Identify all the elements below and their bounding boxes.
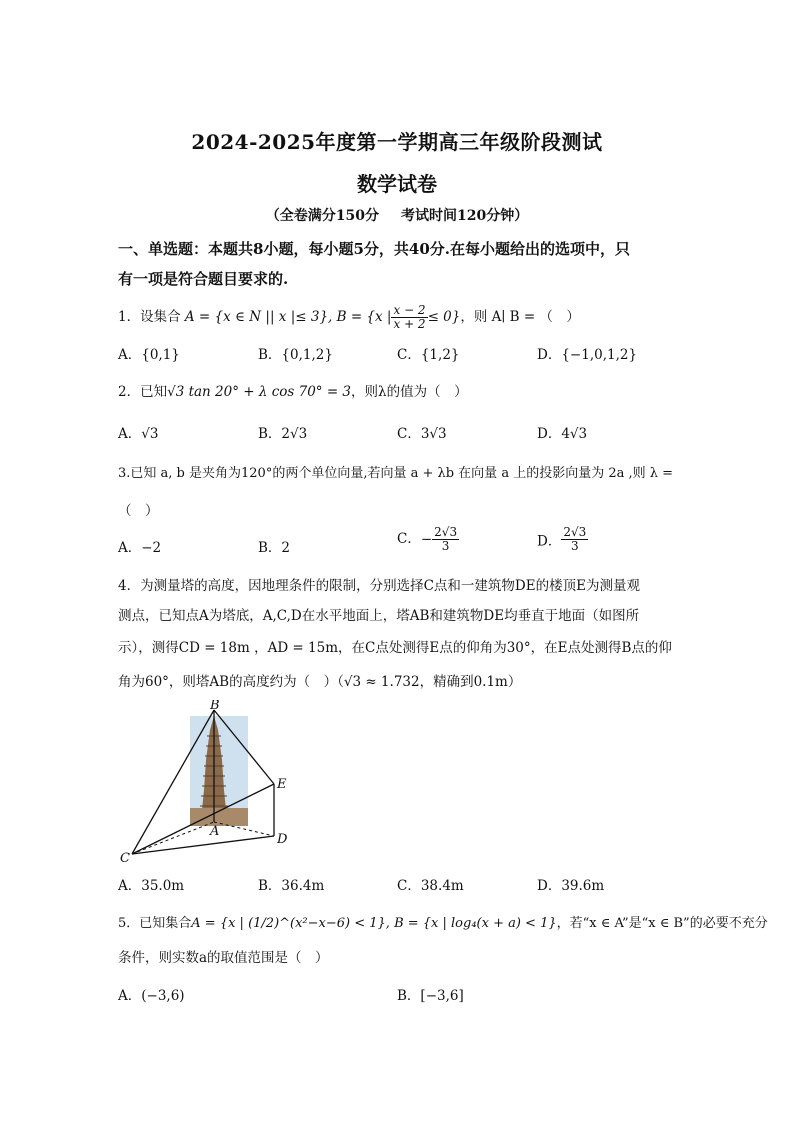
q3-option-a[interactable]: A．−2 bbox=[118, 540, 162, 556]
exam-note bbox=[0, 205, 794, 225]
q5-option-a[interactable]: A．(−3,6) bbox=[118, 988, 185, 1004]
q1-fraction: $\frac{x - 2}{x + 2}$ bbox=[393, 303, 426, 331]
question-4-line3: 示），测得CD = 18m ，AD = 15m，在C点处测得E点的仰角为30°，在E点处测得B点的仰 bbox=[118, 640, 672, 656]
section-heading-line2: 有一项是符合题目要求的. bbox=[118, 270, 289, 288]
question-1 bbox=[118, 304, 580, 331]
tower-figure bbox=[114, 700, 304, 866]
question-3-line1: 3.已知 a, b 是夹角为120°的两个单位向量,若向量 a + λb 在向量 a 上的投影向量为 2a ,则 λ = bbox=[118, 466, 674, 481]
q1-option-c[interactable]: C．{1,2} bbox=[397, 347, 460, 363]
q1-suffix: ，则 A∣ B = （ ） bbox=[460, 309, 580, 325]
section-heading-line1: 一、单选题：本题共8小题，每小题5分，共40分.在每小题给出的选项中，只 bbox=[118, 240, 630, 258]
q5-expr: A = {x | (1/2)^(x²−x−6) < 1}, B = {x | log₄(x + a) < 1} bbox=[191, 916, 557, 931]
line-cd bbox=[132, 836, 274, 854]
question-2: 2．已知√3 tan 20° + λ cos 70° = 3，则λ的值为（ ） bbox=[118, 384, 468, 400]
question-3-line2: （ ） bbox=[118, 503, 159, 519]
q2-option-a[interactable]: A．√3 bbox=[118, 426, 159, 442]
q1-option-b[interactable]: B．{0,1,2} bbox=[258, 347, 333, 363]
label-c: C bbox=[120, 851, 130, 866]
exam-title: 2024-2025年度第一学期高三年级阶段测试 bbox=[191, 130, 603, 154]
q1-set-expr: A = {x ∈ N || x |≤ 3}, B = {x | bbox=[184, 309, 392, 325]
question-4-line4: 角为60°，则塔AB的高度约为（ ）（√3 ≈ 1.732，精确到0.1m） bbox=[118, 674, 522, 690]
q5-option-b[interactable]: B．[−3,6] bbox=[397, 988, 464, 1004]
label-d: D bbox=[277, 832, 288, 847]
question-4-line2: 测点，已知点A为塔底，A,C,D在水平地面上，塔AB和建筑物DE均垂直于地面（如图所 bbox=[118, 608, 640, 624]
q3-option-d[interactable]: D． $\frac{2√3}{3}$ bbox=[537, 525, 587, 553]
q1-prefix: 1．设集合 bbox=[118, 309, 181, 325]
q1-option-d[interactable]: D．{−1,0,1,2} bbox=[537, 347, 638, 363]
q2-expr: √3 tan 20° + λ cos 70° = 3 bbox=[167, 384, 352, 400]
q2-option-c[interactable]: C．3√3 bbox=[397, 426, 447, 442]
label-e: E bbox=[277, 777, 287, 792]
question-4-line1: 4．为测量塔的高度，因地理条件的限制，分别选择C点和一建筑物DE的楼顶E为测量观 bbox=[118, 578, 640, 594]
q4-option-a[interactable]: A．35.0m bbox=[118, 878, 185, 894]
tower-diagram bbox=[114, 700, 304, 866]
note-score: （全卷满分150分 bbox=[265, 208, 379, 224]
exam-subtitle: 数学试卷 bbox=[357, 172, 437, 196]
q4-option-c[interactable]: C．38.4m bbox=[397, 878, 464, 894]
q4-option-d[interactable]: D．39.6m bbox=[537, 878, 605, 894]
q2-option-b[interactable]: B．2√3 bbox=[258, 426, 308, 442]
question-5-line2: 条件，则实数a的取值范围是（ ） bbox=[118, 950, 329, 966]
question-5: 5．已知集合A = {x | (1/2)^(x²−x−6) < 1}, B = {x | log₄(x + a) < 1}，若“x ∈ A”是“x ∈ B”的必要不充分 bbox=[118, 916, 768, 931]
q2-option-d[interactable]: D．4√3 bbox=[537, 426, 588, 442]
q1-option-a[interactable]: A．{0,1} bbox=[118, 347, 180, 363]
q4-option-b[interactable]: B．36.4m bbox=[258, 878, 325, 894]
label-b: B bbox=[210, 700, 220, 713]
note-time: 考试时间120分钟） bbox=[401, 208, 529, 224]
q1-set-end: ≤ 0} bbox=[427, 309, 461, 325]
q3-option-c[interactable]: C．− $\frac{2√3}{3}$ bbox=[397, 525, 458, 553]
q3-option-b[interactable]: B．2 bbox=[258, 540, 291, 556]
label-a: A bbox=[210, 824, 220, 839]
